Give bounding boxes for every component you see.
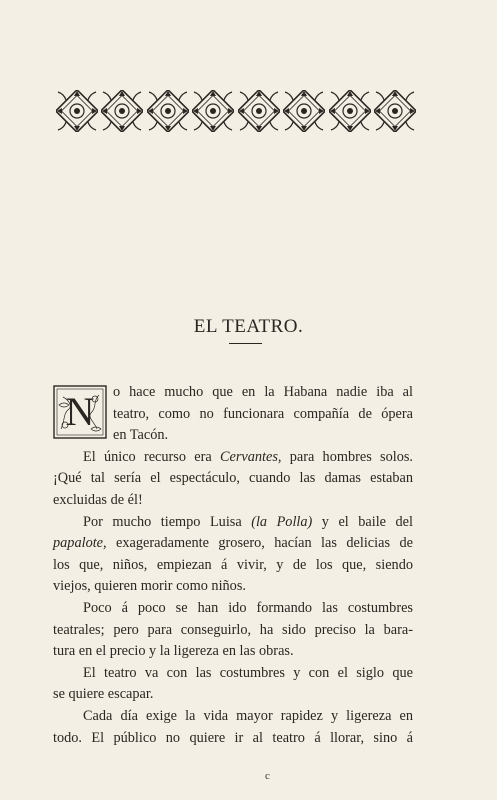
- ornament-tile-icon: [147, 90, 189, 132]
- text-line: papalote, exageradamente grosero, hacían las delicias de: [53, 535, 413, 552]
- text-line: Cada día exige la vida mayor rapidez y ligereza en: [83, 707, 413, 724]
- text-line: excluidas de él!: [53, 491, 143, 508]
- title-rule: [229, 343, 262, 344]
- signature-mark: c: [265, 770, 270, 782]
- text-line: se quiere escapar.: [53, 686, 154, 703]
- text-line: ¡Qué tal sería el espectáculo, cuando las damas estaban: [53, 470, 413, 487]
- text-line: teatro, como no funcionara compañía de ópera: [113, 405, 413, 422]
- text-line: Poco á poco se han ido formando las costumbres: [83, 599, 413, 616]
- ornament-tile-icon: [238, 90, 280, 132]
- chapter-title: EL TEATRO.: [193, 316, 304, 337]
- text-line: o hace mucho que en la Habana nadie iba al: [113, 384, 413, 400]
- text-line: El teatro va con las costumbres y con el siglo que: [83, 664, 413, 681]
- ornament-tile-icon: [101, 90, 143, 132]
- ornament-tile-icon: [283, 90, 325, 132]
- ornament-tile-icon: [374, 90, 416, 132]
- ornament-band: [56, 82, 416, 140]
- ornament-tile-icon: [192, 90, 234, 132]
- text-line: tura en el precio y la ligereza en las obras.: [53, 643, 294, 660]
- text-line: viejos, quieren morir como niños.: [53, 578, 246, 595]
- text-line: El único recurso era Cervantes, para hombres solos.: [83, 448, 413, 465]
- body-text: [53, 382, 413, 749]
- ornament-tile-icon: [56, 90, 98, 132]
- text-line: en Tacón.: [113, 427, 169, 444]
- ornament-tile-icon: [329, 90, 371, 132]
- text-line: los que, niños, empiezan á vivir, y de los que, siendo: [53, 556, 413, 573]
- text-line: teatrales; pero para conseguirlo, ha sido preciso la bara-: [53, 621, 413, 638]
- text-line: Por mucho tiempo Luisa (la Polla) y el baile del: [83, 513, 413, 530]
- text-line: todo. El público no quiere ir al teatro á llorar, sino á: [53, 729, 413, 746]
- svg-text:N: N: [65, 389, 95, 434]
